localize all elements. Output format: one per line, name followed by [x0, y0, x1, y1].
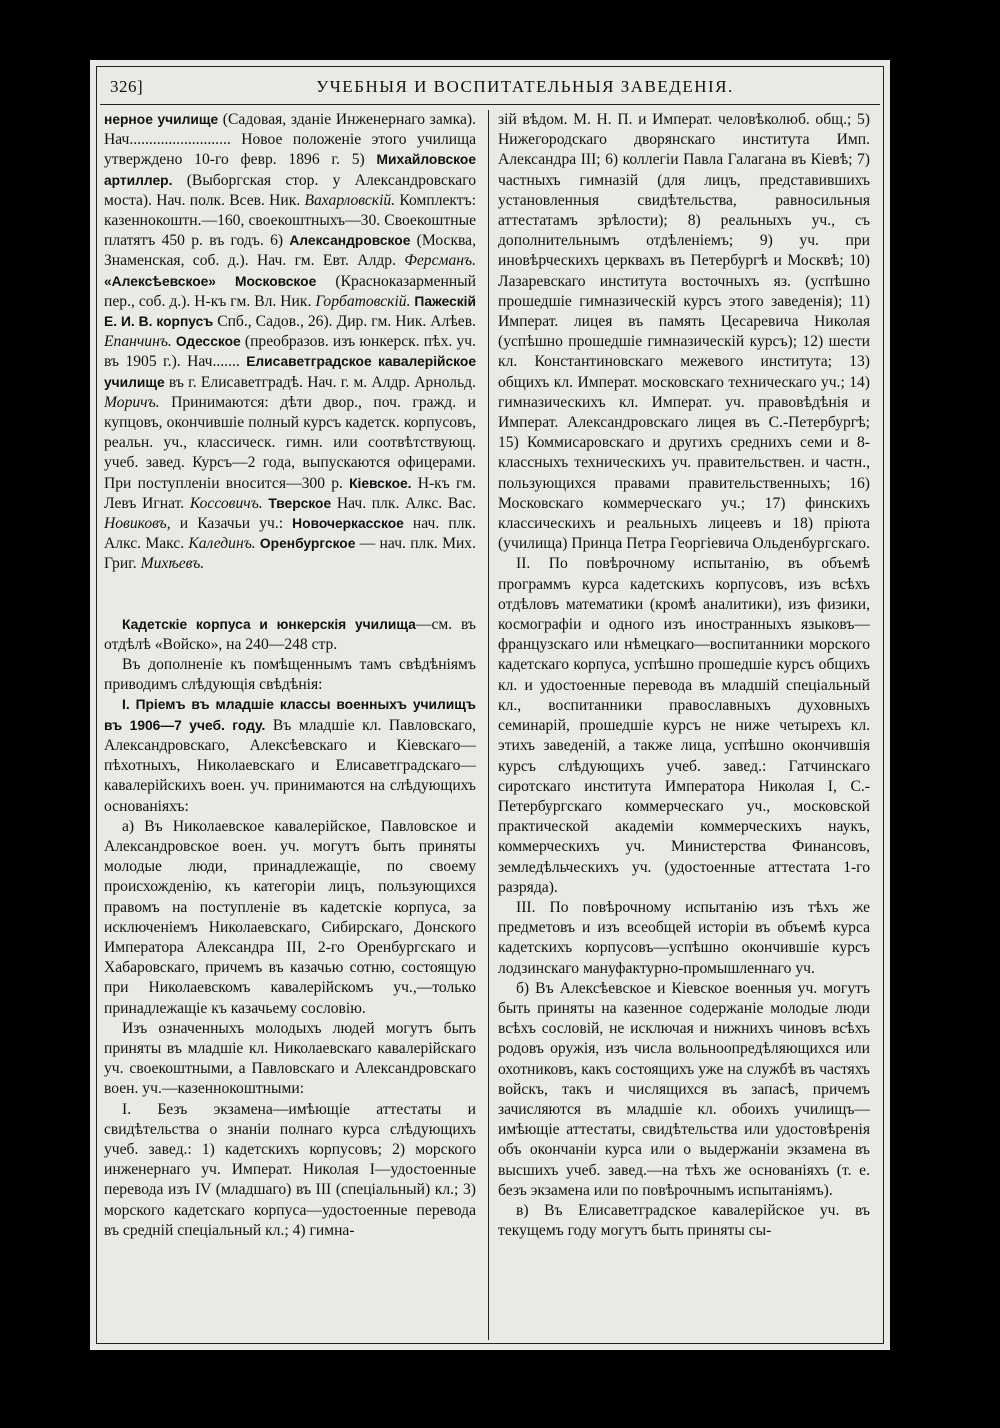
- paragraph: зій вѣдом. М. Н. П. и Императ. человѣколюб. общ.; 5) Нижегородскаго дворянскаго института Имп. Александра III; 6) коллегіи Павла Галагана въ Кіевѣ; 7) частныхъ гимназій (для лицъ, представившихъ установленныя свидѣтельства, равносильныя аттестатамъ зрѣлости); 8) реальныхъ уч., съ дополнительнымъ отдѣленіемъ; 9) уч. при иновѣрческихъ церквахъ въ Петербургѣ и Москвѣ; 10) Лазаревскаго института восточныхъ яз. (успѣшно прошедшіе гимназическій курсъ этого заведенія); 11) Императ. лицея въ память Цесаревича Николая (успѣшно прошедшіе гимназическій курсъ); 12) шести кл. Константиновскаго межевого института; 13) общихъ кл. Императ. московскаго техническаго уч.; 14) гимназическихъ кл. Императ. уч. правовѣдѣнія и Императ. Александровскаго лицея въ С.-Петербургѣ; 15) Коммисаровскаго и другихъ среднихъ семи и 8-классныхъ техническихъ уч. правительствен. и частн., пользующихся правами правительственныхъ; 16) Московскаго коммерческаго уч.; 17) финскихъ классическихъ и реальныхъ лицеевъ и 18) пріюта (училища) Принца Петра Георгіевича Ольденбургскаго.: [498, 111, 870, 553]
- paragraph: а) Въ Николаевское кавалерійское, Павловское и Александровское воен. уч. могутъ быть приняты молодые люди, принадлежащіе, по своему происхожденію, къ категоріи лицъ, пользующихся правомъ на поступленіе въ кадетскіе корпуса, за исключеніемъ Николаевскаго, Сибирскаго, Донского Императора Александра III, 2-го Оренбургскаго и Хабаровскаго, причемъ въ казачью сотню, состоящую при Николаевскомъ кавалерійскомъ уч.,—только принадлежащіе къ казачьему сословію.: [104, 817, 476, 1017]
- page-number: 326]: [110, 77, 144, 96]
- left-column: [104, 110, 476, 1340]
- paragraph: в) Въ Елисаветградское кавалерійское уч. въ текущемъ году могутъ быть приняты сы-: [498, 1201, 870, 1240]
- running-title: УЧЕБНЫЯ И ВОСПИТАТЕЛЬНЫЯ ЗАВЕДЕНІЯ.: [316, 77, 734, 96]
- section-gap: [104, 575, 476, 615]
- paragraph: II. По повѣрочному испытанію, въ объемѣ программъ курса кадетскихъ корпусовъ, изъ всѣхъ отдѣловъ математики (кромѣ аналитики), изъ физики, космографіи и одного изъ иностранныхъ языковъ—французскаго или нѣмецкаго—воспитанники морского кадетскаго корпуса, успѣшно прошедшіе курсъ общихъ кл. и удостоенные перевода въ младшій спеціальный кл., воспитанники православныхъ духовныхъ семинарій, прошедшіе курсъ не ниже четырехъ кл. этихъ заведеній, а также лица, успѣшно окончившія курсъ слѣдующихъ учеб. завед.: Гатчинскаго сиротскаго института Императора Николая I, С.-Петербургскаго коммерческаго уч., московской практической академіи коммерческихъ наукъ, коммерческихъ уч. Министерства Финансовъ, земледѣльческихъ уч. (удостоенные аттестата 1-го разряда).: [498, 555, 870, 896]
- column-rule: [488, 110, 489, 1340]
- paragraph: б) Въ Алексѣевское и Кіевское военныя уч. могутъ быть приняты на казенное содержаніе молодые люди всѣхъ сословій, не исключая и нижнихъ чиновъ всѣхъ родовъ оружія, изъ числа вольноопредѣляющихся или охотниковъ, какъ состоящихъ уже на службѣ въ частяхъ войскъ, такъ и числящихся въ запасѣ, причемъ зачисляются въ младшіе кл. обоихъ училищъ—имѣющіе аттестаты, свидѣтельства или удостовѣренія объ окончаніи курса или о выдержаніи экзамена въ высшихъ учеб. завед.—на тѣхъ же основаніяхъ (т. е. безъ экзамена или по повѣрочнымъ испытаніямъ).: [498, 979, 870, 1199]
- paragraph: Изъ означенныхъ молодыхъ людей могутъ быть приняты въ младшіе кл. Николаевскаго кавалерійскаго уч. своекоштными, а Павловскаго и Александровскаго воен. уч.—казеннокоштными:: [104, 1019, 476, 1098]
- paragraph: III. По повѣрочному испытанію изъ тѣхъ же предметовъ и изъ всеобщей исторіи въ объемѣ курса кадетскихъ корпусовъ—успѣшно окончившіе курсъ лодзинскаго мануфактурно-промышленнаго уч.: [498, 898, 870, 977]
- paragraph: I. Безъ экзамена—имѣющіе аттестаты и свидѣтельства о знаніи полнаго курса слѣдующихъ учеб. завед.: 1) кадетскихъ корпусовъ; 2) морского инженернаго уч. Императ. Николая I—удостоенные перевода изъ IV (младшаго) въ III (спеціальный) кл.; 3) морского кадетскаго корпуса—удостоенные перевода въ средній спеціальный кл.; 4) гимна-: [104, 1100, 476, 1239]
- book-page: [90, 60, 890, 1350]
- paragraph: I. Пріемъ въ младшіе классы военныхъ училищъ въ 1906—7 учеб. году. Въ младшіе кл. Павловскаго, Александровскаго, Алексѣевскаго и Кіевскаго—пѣхотныхъ, Николаевскаго и Елисаветградскаго—кавалерійскихъ воен. уч. принимаются на слѣдующихъ основаніяхъ:: [104, 697, 476, 815]
- paragraph: Въ дополненіе къ помѣщеннымъ тамъ свѣдѣніямъ приводимъ слѣдующія свѣдѣнія:: [104, 656, 476, 694]
- section-heading: Кадетскіе корпуса и юнкерскія училища—см. въ отдѣлѣ «Войско», на 240—248 стр.: [104, 615, 476, 653]
- running-header: [110, 72, 870, 102]
- paragraph: нерное училище (Садовая, зданіе Инженернаго замка). Нач.......................... Новое положеніе этого училища утверждено 10-го февр. 1896 г. 5) Михайловское артиллер. (Выборгская стор. у Александровскаго моста). Нач. полк. Всев. Ник. Вахарловскій. Комплектъ: казеннокоштн.—160, своекоштныхъ—30. Своекоштные платятъ 450 р. въ годъ. 6) Александровское (Москва, Знаменская, соб. д.). Нач. гм. Евт. Алдр. Ферсманъ. «Алексѣевское» Московское (Красноказарменный пер., соб. д.). Н-къ гм. Вл. Ник. Горбатовскій. Пажескій Е. И. В. корпусъ Спб., Садов., 26). Дир. гм. Ник. Алѣев. Епанчинъ. Одесское (преобразов. изъ юнкерск. пѣх. уч. въ 1905 г.). Нач....... Елисаветградское кавалерійское училище въ г. Елисаветградѣ. Нач. г. м. Алдр. Арнольд. Моричъ. Принимаются: дѣти двор., поч. гражд. и купцовъ, окончившіе полный курсъ кадетск. корпусовъ, реальн. уч., классическ. гимн. или соотвѣтствующ. учеб. завед. Курсъ—2 года, выпускаются офицерами. При поступленіи вносится—300 р. Кіевское. Н-къ гм. Левъ Игнат. Коссовичъ. Тверское Нач. плк. Алкс. Вас. Новиковъ, и Казачьи уч.: Новочеркасское нач. плк. Алкс. Макс. Калединъ. Оренбургское — нач. плк. Мих. Григ. Михѣевъ.: [104, 111, 476, 573]
- header-rule: [100, 104, 880, 105]
- right-column: [498, 110, 870, 1340]
